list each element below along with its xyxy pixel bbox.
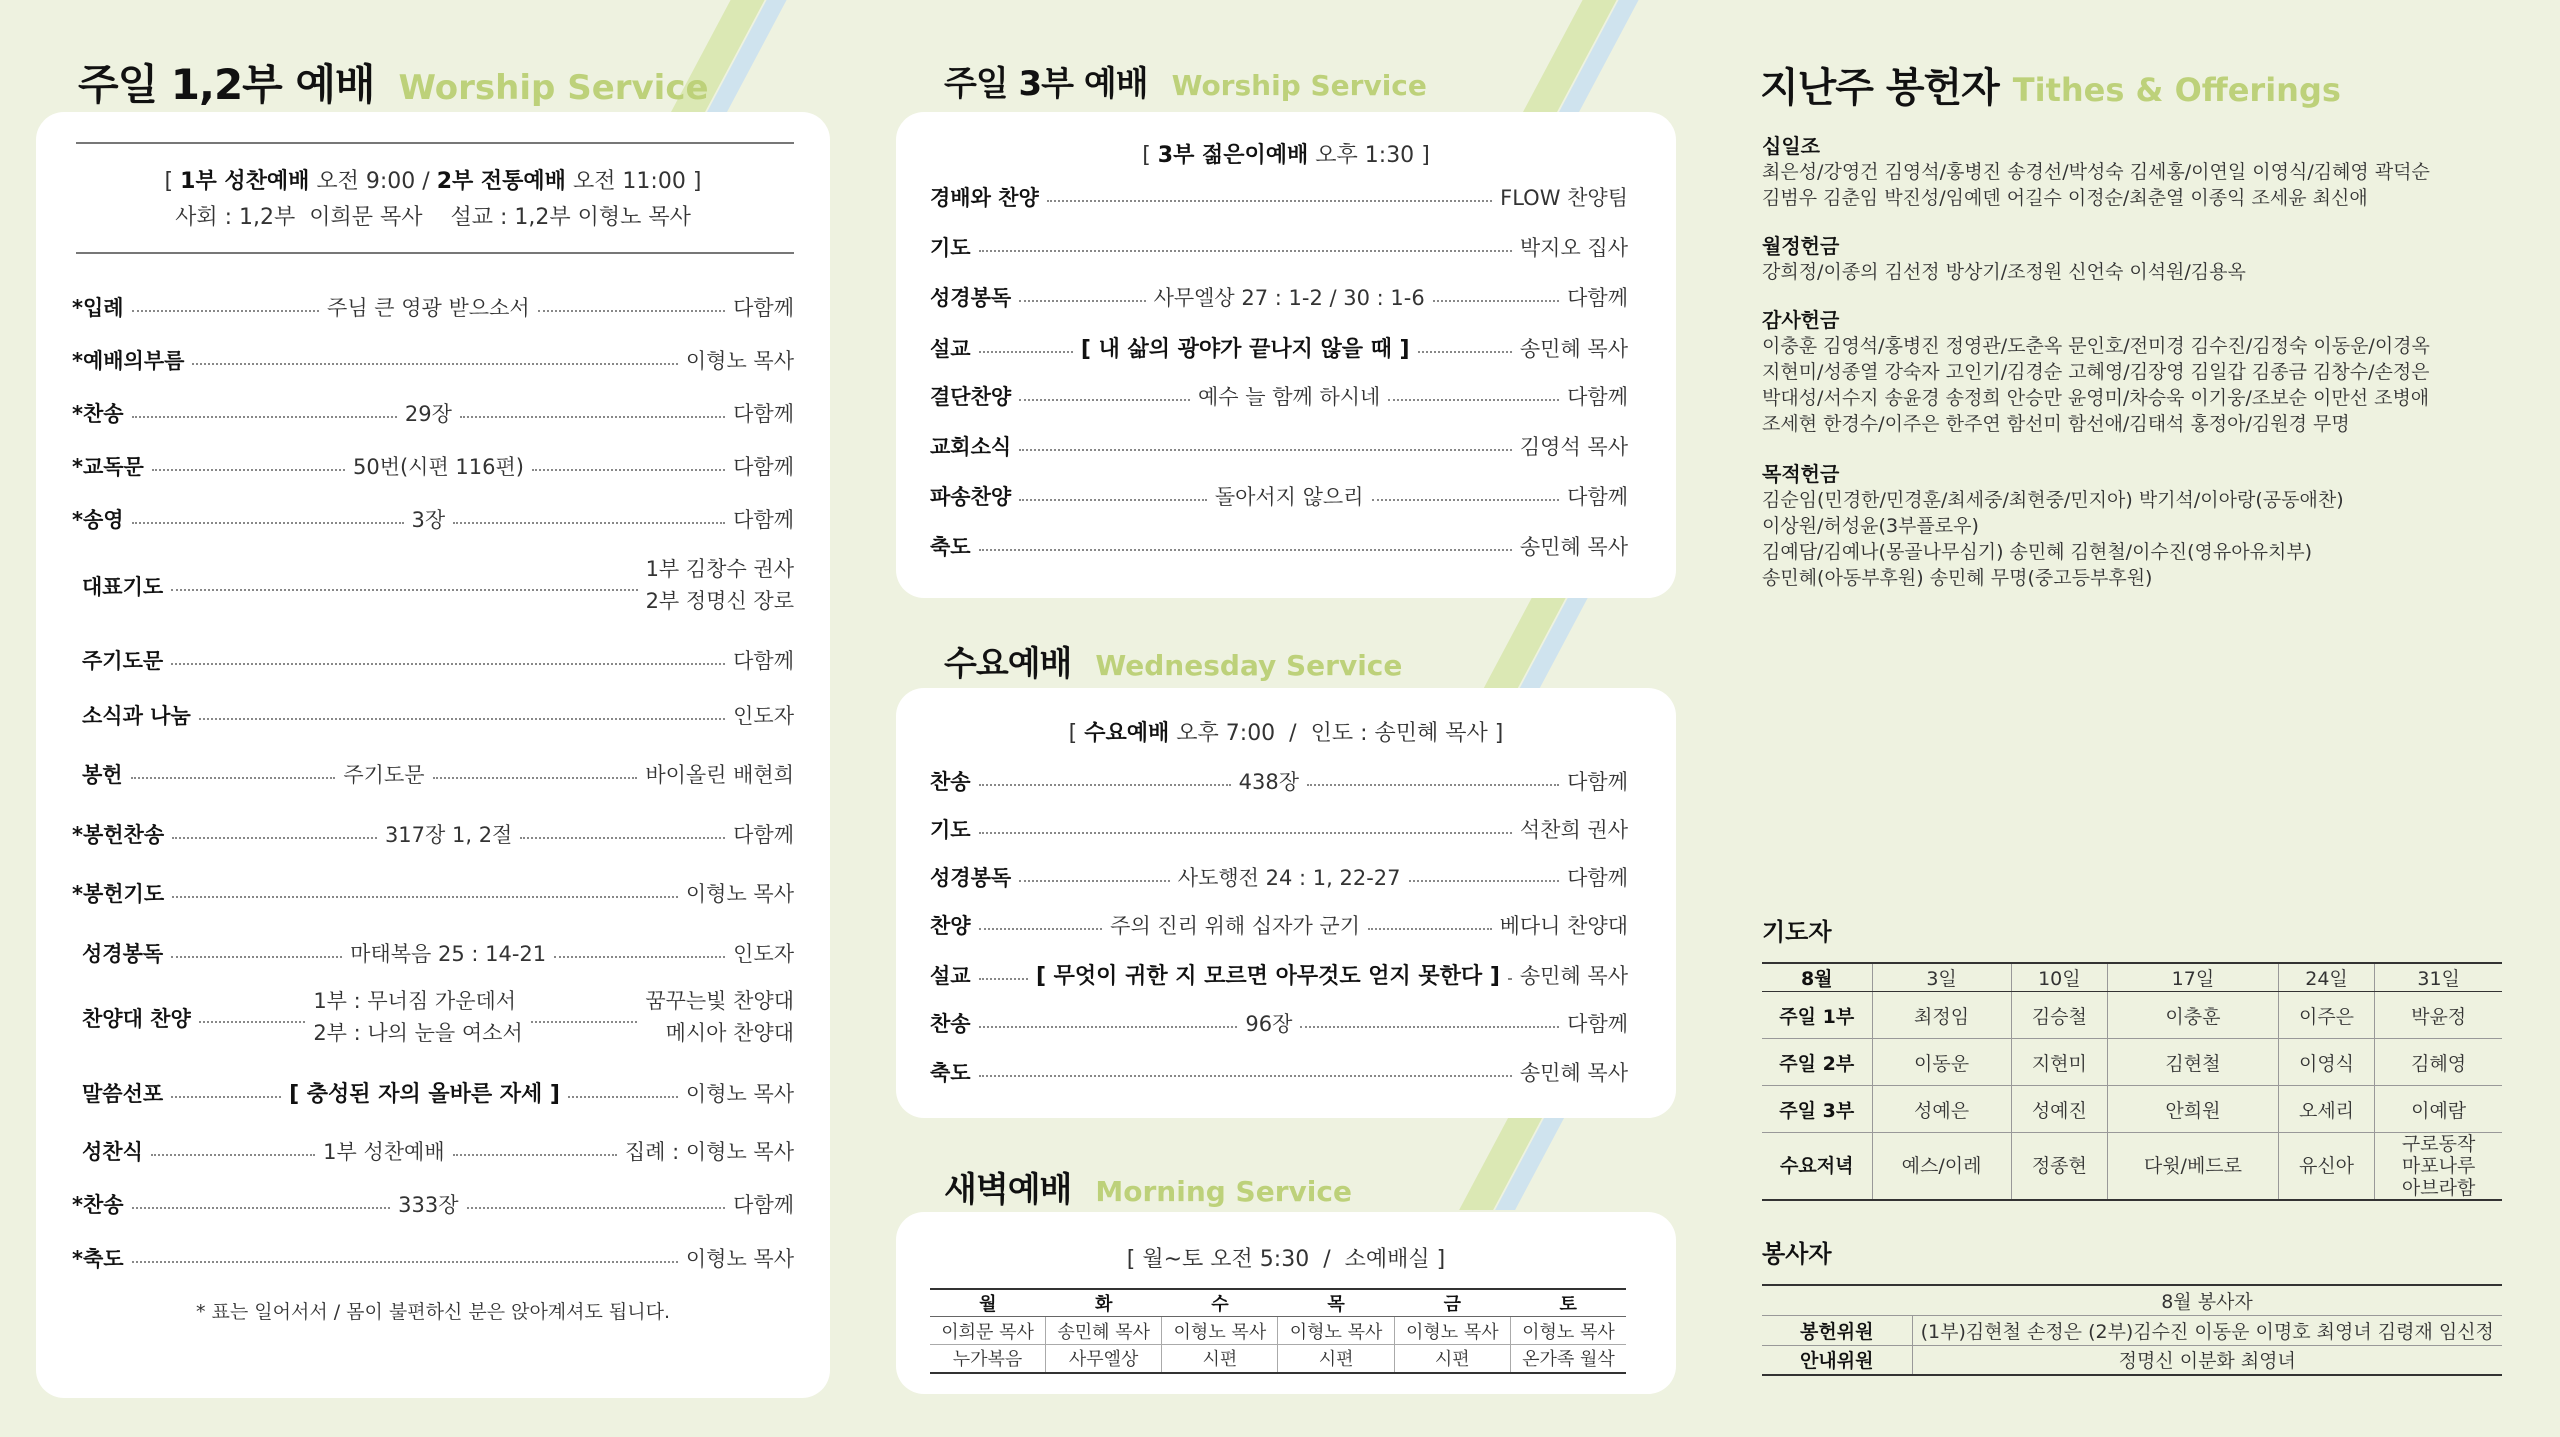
worship3-card [896, 112, 1676, 598]
name-cell: 이동운 [1872, 1039, 2011, 1086]
order-row: 결단찬양 예수 늘 함께 하시네 다함께 [930, 385, 1628, 409]
offering-names: 박대성/서수지 송윤경 송정희 안승만 윤영미/차승욱 이기웅/조보순 이만선 조병애 [1762, 387, 2430, 409]
name-cell: 유신아 [2278, 1133, 2374, 1201]
dawn-title-en: Morning Service [1095, 1175, 1352, 1208]
name-cell: 지현미 [2011, 1039, 2107, 1086]
offering-names: 강희정/이종의 김선정 방상기/조정원 신언숙 이석원/김용옥 [1762, 261, 2246, 283]
offering-group [1762, 230, 2522, 285]
order-row: *교독문 50번(시편 116편) 다함께 [72, 455, 794, 479]
month-header: 8월 [1762, 963, 1872, 992]
order-row: 경배와 찬양 FLOW 찬양팀 [930, 186, 1628, 210]
offering-names: 이충훈 김영석/홍병진 정영관/도춘옥 문인호/전미경 김수진/김정숙 이동운/이경옥 [1762, 335, 2430, 357]
offering-group [1762, 458, 2522, 591]
offering-group [1762, 130, 2522, 211]
leader-cell: 이형노 목사 [1394, 1317, 1510, 1345]
order-row: 주기도문 다함께 [82, 649, 794, 673]
worship3-order [930, 112, 1628, 598]
name-cell: 김혜영 [2375, 1039, 2502, 1086]
order-row: 봉헌 주기도문 바이올린 배현희 [82, 763, 795, 787]
text-cell: 누가복음 [930, 1345, 1046, 1373]
names-cell: (1부)김현철 손정은 (2부)김수진 이동운 이명호 최영녀 김령재 임신정 [1912, 1315, 2502, 1345]
order-row: *찬송 29장 다함께 [72, 402, 794, 426]
leader-cell: 이희문 목사 [930, 1317, 1046, 1345]
leader-cell: 이형노 목사 [1162, 1317, 1278, 1345]
worship3-title-ko: 주일 3부 예배 [944, 64, 1148, 104]
dawn-title-ko: 새벽예배 [944, 1170, 1072, 1210]
name-cell: 예스/이레 [1872, 1133, 2011, 1201]
service-cell: 주일 2부 [1762, 1039, 1872, 1086]
service-cell: 주일 1부 [1762, 992, 1872, 1039]
worship12-note: * 표는 일어서서 / 몸이 불편하신 분은 앉아계셔도 됩니다. [195, 1301, 671, 1323]
prayer-table [1762, 962, 2502, 1201]
order-row: *봉헌기도 이형노 목사 [72, 882, 794, 906]
name-cell: 구로동작 마포나루 아브라함 [2375, 1133, 2502, 1201]
offerings-title [1760, 56, 2341, 113]
order-row: 교회소식 김영석 목사 [930, 435, 1628, 459]
offering-category: 십일조 [1762, 134, 1820, 158]
leader-cell: 이형노 목사 [1278, 1317, 1394, 1345]
name-cell: 이예람 [2375, 1086, 2502, 1133]
worship12-title-en: Worship Service [398, 68, 709, 108]
offering-names: 이상원/허성윤(3부플로우) [1762, 515, 1979, 537]
offering-names: 김범우 김춘임 박진성/임예덴 어길수 이정순/최춘열 이종익 조세윤 최신애 [1762, 187, 2368, 209]
offering-names: 조세현 한경수/이주은 한주연 함선미 함선애/김태석 홍정아/김원경 무명 [1762, 413, 2350, 435]
prayer-title: 기도자 [1762, 918, 1832, 946]
worship12-order [72, 112, 794, 1398]
worship3-title [944, 56, 1427, 105]
day-header: 월 [930, 1289, 1046, 1317]
order-row: 성경봉독 사무엘상 27 : 1-2 / 30 : 1-6 다함께 [930, 286, 1628, 310]
names-cell: 정명신 이분화 최영녀 [1912, 1345, 2502, 1375]
name-cell: 안희원 [2108, 1086, 2279, 1133]
offering-category: 감사헌금 [1762, 308, 1840, 332]
order-row: 파송찬양 돌아서지 않으리 다함께 [930, 485, 1629, 509]
date-header: 10일 [2011, 963, 2107, 992]
name-cell: 최정임 [1872, 992, 2011, 1039]
order-row: 기도 박지오 집사 [930, 236, 1628, 260]
wednesday-title-ko: 수요예배 [944, 644, 1072, 684]
order-row: 대표기도 1부 김창수 권사 2부 정명신 장로 [82, 557, 794, 613]
name-cell: 정종현 [2011, 1133, 2107, 1201]
offering-names: 지현미/성종열 강숙자 고인기/김경순 고혜영/김장영 김일갑 김종금 김창수/손정은 [1762, 361, 2430, 383]
offering-names: 송민혜(아동부후원) 송민혜 무명(중고등부후원) [1762, 567, 2153, 589]
name-cell: 이충훈 [2108, 992, 2279, 1039]
day-header: 토 [1510, 1289, 1626, 1317]
dawn-title [944, 1162, 1352, 1211]
order-row: *입례 주님 큰 영광 받으소서 다함께 [72, 296, 794, 320]
name-cell: 이영식 [2278, 1039, 2374, 1086]
order-row: 축도 송민혜 목사 [930, 1061, 1628, 1085]
order-row: 찬양 주의 진리 위해 십자가 군기 베다니 찬양대 [930, 914, 1628, 938]
name-cell: 김승철 [2011, 992, 2107, 1039]
name-cell: 성예은 [1872, 1086, 2011, 1133]
role-cell: 봉헌위원 [1762, 1315, 1912, 1345]
order-row: 찬송 438장 다함께 [930, 770, 1628, 794]
worship12-schedule: [ 1부 성찬예배 오전 9:00 / 2부 전통예배 오전 11:00 ] [164, 169, 702, 194]
name-cell: 다윗/베드로 [2108, 1133, 2279, 1201]
worship12-title-ko: 주일 1,2부 예배 [78, 60, 375, 109]
service-cell: 수요저녁 [1762, 1133, 1872, 1201]
order-row: 찬송 96장 다함께 [930, 1012, 1629, 1036]
leader-cell: 이형노 목사 [1510, 1317, 1626, 1345]
order-row: *축도 이형노 목사 [72, 1247, 794, 1271]
order-row: 설교 [ 내 삶의 광야가 끝나지 않을 때 ] 송민혜 목사 [930, 336, 1628, 362]
volunteers-title: 봉사자 [1762, 1240, 1832, 1268]
order-row: 설교 [ 무엇이 귀한 지 모르면 아무것도 얻지 못한다 ] 송민혜 목사 [930, 963, 1628, 989]
day-header: 화 [1046, 1289, 1162, 1317]
offering-group [1762, 304, 2522, 437]
offerings-title-ko: 지난주 봉헌자 [1760, 65, 1999, 111]
worship12-title [78, 52, 709, 112]
order-row: *예배의부름 이형노 목사 [72, 349, 794, 373]
leader-cell: 송민혜 목사 [1046, 1317, 1162, 1345]
text-cell: 사무엘상 [1046, 1345, 1162, 1373]
offering-names: 김예담/김예나(몽골나무심기) 송민혜 김현철/이수진(영유아유치부) [1762, 541, 2313, 563]
order-row: *찬송 333장 다함께 [72, 1193, 795, 1217]
dawn-card [896, 1212, 1676, 1394]
order-row: 기도 석찬희 권사 [930, 818, 1628, 842]
order-row: 소식과 나눔 인도자 [82, 704, 794, 728]
wednesday-title [944, 636, 1402, 685]
offering-names: 김순임(민경한/민경훈/최세중/최현중/민지아) 박기석/이아랑(공동애찬) [1762, 489, 2344, 511]
text-cell: 시편 [1278, 1345, 1394, 1373]
order-row: 찬양대 찬양 1부 : 무너짐 가운데서 2부 : 나의 눈을 여소서 꿈꾸는빛 찬양대 메시아 찬양대 [82, 989, 794, 1045]
role-cell: 안내위원 [1762, 1345, 1912, 1375]
worship12-leaders: 사회 : 1,2부 이희문 목사 설교 : 1,2부 이형노 목사 [175, 205, 691, 230]
volunteers-header: 8월 봉사자 [1912, 1285, 2502, 1315]
dawn-table [930, 1288, 1626, 1374]
wednesday-schedule: [ 수요예배 오후 7:00 / 인도 : 송민혜 목사 ] [1068, 721, 1504, 746]
worship3-title-en: Worship Service [1171, 69, 1427, 102]
date-header: 31일 [2375, 963, 2502, 992]
order-row: *송영 3장 다함께 [72, 508, 795, 532]
order-row: 성경봉독 사도행전 24 : 1, 22-27 다함께 [930, 866, 1628, 890]
wednesday-order [930, 688, 1628, 1118]
name-cell: 성예진 [2011, 1086, 2107, 1133]
text-cell: 온가족 월삭 [1510, 1345, 1626, 1373]
name-cell: 김현철 [2108, 1039, 2279, 1086]
order-row: *봉헌찬송 317장 1, 2절 다함께 [72, 823, 794, 847]
worship3-schedule: [ 3부 젊은이예배 오후 1:30 ] [1142, 143, 1430, 168]
order-row: 성경봉독 마태복음 25 : 14-21 인도자 [82, 942, 795, 966]
offerings-title-en: Tithes & Offerings [2012, 71, 2341, 109]
order-row: 축도 송민혜 목사 [930, 535, 1628, 559]
offering-names: 최은성/강영건 김영석/홍병진 송경선/박성숙 김세홍/이연일 이영식/김혜영 곽덕순 [1762, 161, 2430, 183]
day-header: 금 [1394, 1289, 1510, 1317]
day-header: 목 [1278, 1289, 1394, 1317]
offering-category: 목적헌금 [1762, 462, 1840, 486]
name-cell: 이주은 [2278, 992, 2374, 1039]
name-cell: 박윤정 [2375, 992, 2502, 1039]
order-row: 말씀선포 [ 충성된 자의 올바른 자세 ] 이형노 목사 [82, 1081, 795, 1107]
text-cell: 시편 [1394, 1345, 1510, 1373]
volunteers-table [1762, 1284, 2502, 1376]
wednesday-title-en: Wednesday Service [1095, 649, 1403, 682]
date-header: 24일 [2278, 963, 2374, 992]
service-cell: 주일 3부 [1762, 1086, 1872, 1133]
worship12-card [36, 112, 830, 1398]
text-cell: 시편 [1162, 1345, 1278, 1373]
date-header: 17일 [2108, 963, 2279, 992]
date-header: 3일 [1872, 963, 2011, 992]
order-row: 성찬식 1부 성찬예배 집례 : 이형노 목사 [82, 1140, 794, 1164]
wednesday-card [896, 688, 1676, 1118]
name-cell: 오세리 [2278, 1086, 2374, 1133]
offering-category: 월정헌금 [1762, 234, 1840, 258]
day-header: 수 [1162, 1289, 1278, 1317]
dawn-schedule: [ 월~토 오전 5:30 / 소예배실 ] [1126, 1247, 1446, 1272]
